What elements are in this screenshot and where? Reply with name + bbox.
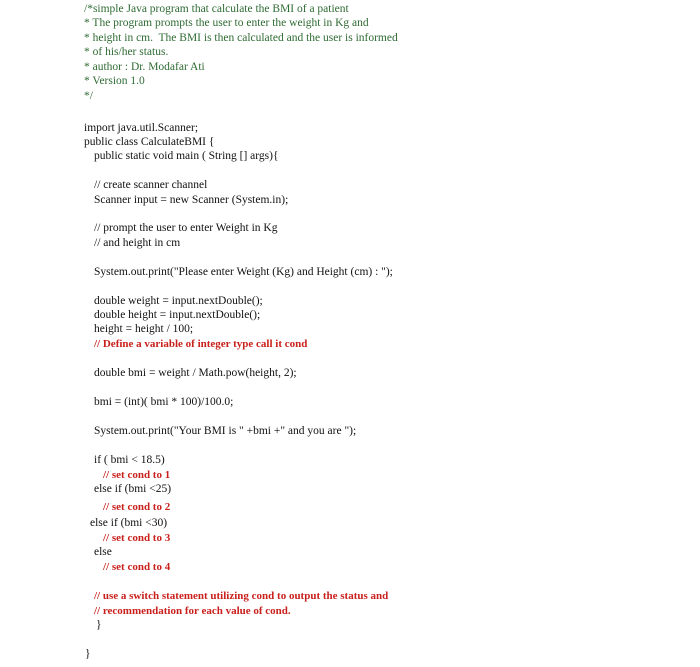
import-statement: import java.util.Scanner;	[84, 122, 199, 134]
header-comment-line: /*simple Java program that calculate the BMI of a patient	[84, 3, 349, 15]
code-comment: // prompt the user to enter Weight in Kg	[94, 222, 278, 234]
if-statement: if ( bmi < 18.5)	[94, 454, 165, 466]
scanner-statement: Scanner input = new Scanner (System.in);	[94, 194, 289, 206]
class-closing-brace: }	[85, 648, 91, 660]
code-comment: // create scanner channel	[94, 179, 208, 191]
header-comment-line: * The program prompts the user to enter the weight in Kg and	[84, 17, 369, 29]
else-if-statement: else if (bmi <25)	[94, 483, 172, 495]
todo-comment: // Define a variable of integer type call it cond	[94, 338, 308, 350]
todo-comment: // set cond to 4	[103, 561, 171, 573]
main-closing-brace: }	[96, 619, 102, 631]
else-if-statement: else if (bmi <30)	[90, 517, 168, 529]
height-division-statement: height = height / 100;	[94, 323, 194, 335]
todo-comment: // set cond to 3	[103, 532, 171, 544]
else-statement: else	[94, 546, 112, 558]
header-comment-line: * height in cm. The BMI is then calculated and the user is informed	[84, 32, 398, 44]
header-comment-line: * Version 1.0	[84, 75, 145, 87]
bmi-statement: double bmi = weight / Math.pow(height, 2);	[94, 367, 297, 379]
header-comment-line: */	[84, 90, 93, 102]
print-bmi-statement: System.out.print("Your BMI is " +bmi +" and you are ");	[94, 425, 357, 437]
todo-comment: // set cond to 1	[103, 469, 171, 481]
main-method-declaration: public static void main ( String [] args){	[94, 150, 279, 162]
todo-comment: // recommendation for each value of cond.	[94, 605, 291, 617]
weight-statement: double weight = input.nextDouble();	[94, 295, 263, 307]
code-comment: // and height in cm	[94, 237, 181, 249]
todo-comment: // use a switch statement utilizing cond to output the status and	[94, 590, 389, 602]
header-comment-line: * of his/her status.	[84, 46, 169, 58]
header-comment-line: * author : Dr. Modafar Ati	[84, 61, 205, 73]
class-declaration: public class CalculateBMI {	[84, 136, 215, 148]
bmi-round-statement: bmi = (int)( bmi * 100)/100.0;	[94, 396, 234, 408]
print-prompt-statement: System.out.print("Please enter Weight (Kg) and Height (cm) : ");	[94, 266, 393, 278]
height-statement: double height = input.nextDouble();	[94, 309, 261, 321]
todo-comment: // set cond to 2	[103, 501, 171, 513]
